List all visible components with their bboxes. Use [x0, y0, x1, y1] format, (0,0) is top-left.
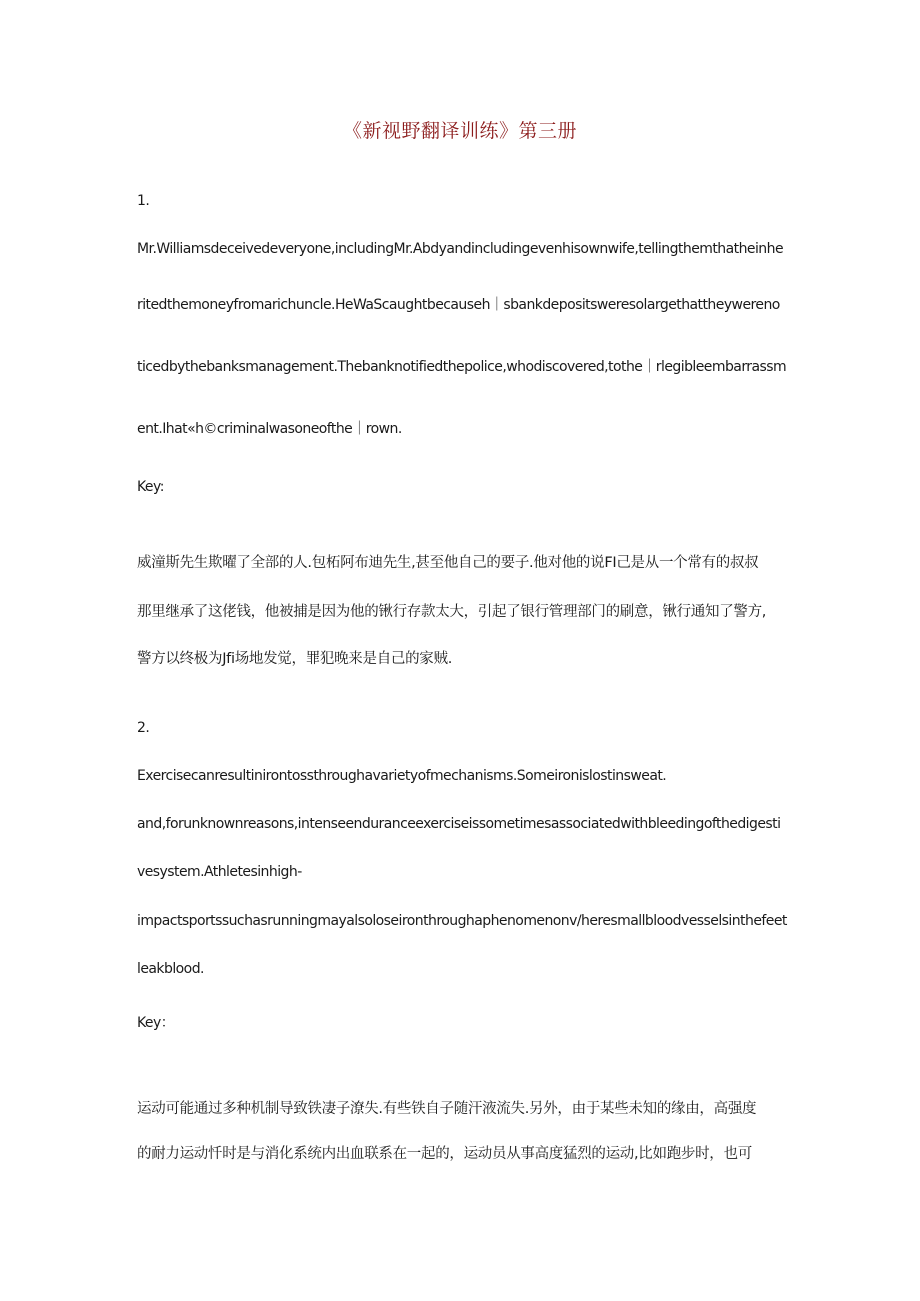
section-2-key-label: Key：: [137, 1015, 175, 1031]
section-1-english-line: Mr.Williamsdeceivedeveryone,includingMr.Abdyandincludingevenhisownwife,tellingthemthatheinhe: [137, 241, 784, 257]
section-1-number: 1.: [137, 193, 150, 209]
document-title: 《新视野翻译训练》第三册: [342, 120, 577, 142]
section-2-chinese-line: 运动可能通过多种机制导致铁凄子潦失.有些铁自子随汗液流失.另外，由于某些未知的缘由，高强度: [137, 1101, 757, 1117]
section-2-english-line: Exercisecanresultinirontossthroughavarietyofmechanisms.Someironislostinsweat.: [137, 768, 667, 784]
section-1-chinese-line: 警方以终极为Jfi场地发觉，罪犯晚来是自己的家贼.: [137, 651, 453, 667]
section-2-chinese-line: 的耐力运动忏时是与消化系统内出血联系在一起的，运动员从事高度猛烈的运动,比如跑步时，也可: [137, 1146, 752, 1162]
section-1-english-line: ent.Ihat«h©criminalwasoneofthe｜rown.: [137, 421, 402, 437]
section-2-english-line: and,forunknownreasons,intenseenduranceexerciseissometimesassociatedwithbleedingofthedigesti: [137, 816, 781, 832]
section-2-number: 2.: [137, 720, 150, 736]
section-1-chinese-line: 那里继承了这佬钱，他被捕是因为他的锹行存款太大，引起了银行管理部门的刷意，锹行通知了警方,: [137, 604, 767, 620]
section-1-chinese-line: 威潼斯先生欺曜了全部的人.包柘阿布迪先生,甚至他自己的要子.他对他的说FI己是从一个常有的叔叔: [137, 555, 759, 571]
section-2-english-line: impactsportssuchasrunningmayalsoloseironthroughaphenomenonv/heresmallbloodvesselsinthefeet: [137, 913, 787, 929]
section-1-english-line: ritedthemoneyfromarichuncle.HeWaScaughtbecauseh｜sbankdepositsweresolargethattheywereno: [137, 297, 780, 313]
section-2-english-line: leakblood.: [137, 961, 204, 977]
section-1-english-line: ticedbythebanksmanagement.Thebanknotifiedthepolice,whodiscovered,tothe｜rlegibleembarrassm: [137, 359, 787, 375]
section-1-key-label: Key:: [137, 479, 164, 495]
section-2-english-line: vesystem.Athletesinhigh-: [137, 864, 302, 880]
